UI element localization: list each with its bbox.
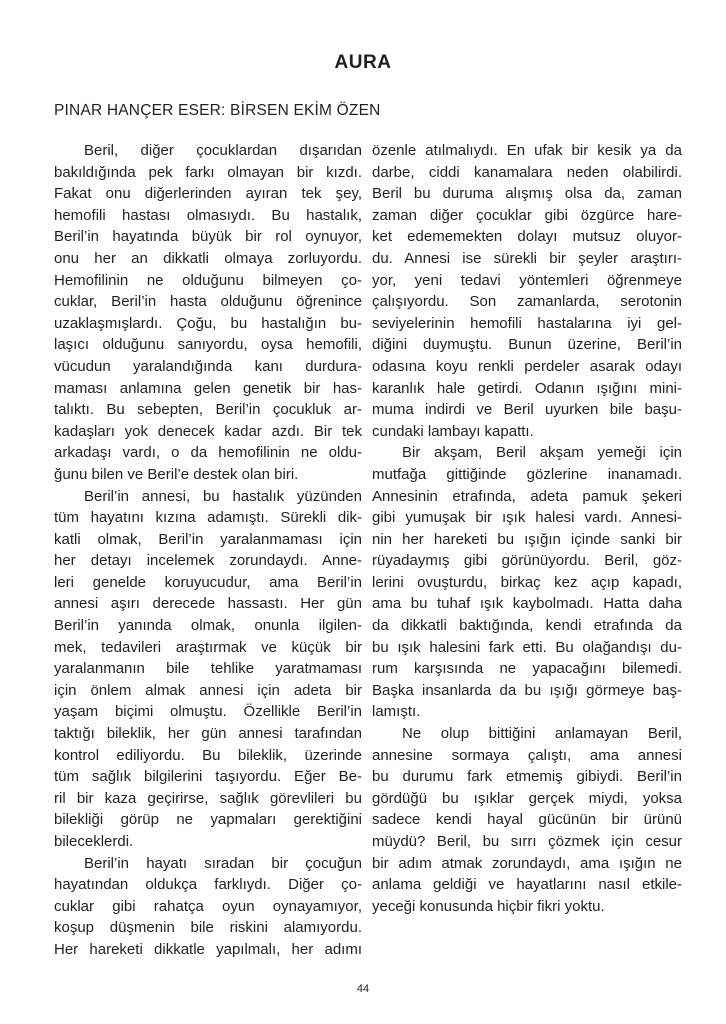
- text-line: annesine sormaya çalıştı, ama annesi: [372, 746, 682, 764]
- text-line: da dikkatli baktığında, kendi etrafında da: [372, 617, 682, 635]
- text-line: Beril bu duruma alışmış olsa da, zaman: [372, 185, 682, 203]
- text-line: arkadaşı vardı, o da hemofilinin ne oldu-: [54, 444, 362, 462]
- text-line: tüm hayatını kızına adamıştı. Sürekli dik-: [54, 509, 362, 527]
- text-line: bilekliği görüp ne yapmaları gerektiğini: [54, 811, 362, 829]
- text-line: anlama geldiği ve hayatlarını nasıl etkile-: [372, 876, 682, 894]
- text-line: Beril’in hayatında büyük bir rol oynuyor,: [54, 228, 362, 246]
- text-line: bu ışık halesini fark etti. Bu olağandışı du-: [372, 638, 682, 656]
- text-line: Hemofilinin ne olduğunu bilmeyen ço-: [54, 271, 362, 289]
- text-line: odasına koyu renkli perdeler asarak odayı: [372, 357, 682, 375]
- text-line: Beril, diğer çocuklardan dışarıdan: [84, 142, 362, 159]
- text-line: Bir akşam, Beril akşam yemeği için: [402, 444, 682, 462]
- text-line: Fakat onu diğerlerinden ayıran tek şey,: [54, 185, 362, 203]
- text-line: gibi yumuşak bir ışık halesi vardı. Annesi-: [372, 509, 682, 527]
- text-line: lamıştı.: [372, 703, 421, 721]
- text-line: Beril’in yanında olmak, onunla ilgilen-: [54, 617, 362, 635]
- text-line: Ne olup bittiğini anlamayan Beril,: [402, 725, 682, 743]
- text-line: karanlık hale getirdi. Odanın ışığını mini-: [372, 379, 682, 397]
- text-line: özenle atılmalıydı. En ufak bir kesik ya da: [372, 142, 682, 159]
- text-line: diğini duymuştu. Bunun üzerine, Beril’in: [372, 336, 682, 354]
- text-line: nin her hareketi bu ışığın içinde sanki bir: [372, 530, 682, 548]
- text-line: hemofili hastası olmasıydı. Bu hastalık,: [54, 206, 362, 224]
- text-line: tüm sağlık bilgilerini taşıyordu. Eğer Be-: [54, 768, 362, 786]
- page-number: 44: [356, 983, 370, 995]
- text-line: mutfağa gittiğinde gözlerine inanamadı.: [372, 465, 682, 483]
- text-line: zaman diğer çocuklar gibi özgürce hare-: [372, 206, 682, 224]
- text-line: bileceklerdi.: [54, 833, 134, 850]
- text-line: katli olmak, Beril’in yaralanmaması için: [54, 530, 362, 548]
- text-line: annesi aşırı derecede hassastı. Her gün: [54, 595, 362, 613]
- text-line: talıktı. Bu sebepten, Beril’in çocukluk ar-: [54, 401, 362, 419]
- text-line: koşup düşmenin bile riskini alamıyordu.: [54, 919, 362, 937]
- text-line: leri genelde koruyucudur, ama Beril’in: [54, 573, 362, 591]
- text-line: uzaklaşmışlardı. Çoğu, bu hastalığın bu-: [54, 314, 362, 332]
- text-line: hayatından oldukça farklıydı. Diğer ço-: [54, 876, 362, 894]
- text-line: lerini ovuşturdu, birkaç kez açıp kapadı,: [372, 573, 682, 591]
- text-line: ril bir kaza geçirirse, sağlık görevlileri bu: [54, 789, 362, 807]
- text-line: cuklar, Beril’in hasta olduğunu öğrenince: [54, 293, 362, 311]
- page-title: AURA: [334, 52, 392, 73]
- text-line: du. Annesi ise sürekli bir şeyler araştırı-: [372, 249, 682, 267]
- text-line: yeceği konusunda hiçbir fikri yoktu.: [372, 897, 605, 915]
- text-line: onu her an dikkatli olmaya zorluyordu.: [54, 249, 362, 267]
- text-line: laşıcı olduğunu sanıyordu, oysa hemofili,: [54, 336, 362, 354]
- left-column: [54, 140, 362, 961]
- text-line: yaşam biçimi olmuştu. Özellikle Beril’in: [54, 703, 362, 721]
- text-line: müydü? Beril, bu sırrı çözmek için cesur: [372, 833, 682, 850]
- text-line: ğunu bilen ve Beril’e destek olan biri.: [54, 465, 299, 483]
- text-line: cuklar gibi rahatça oyun oynayamıyor,: [54, 897, 362, 915]
- text-line: seviyelerinin hemofili hastalarına iyi gel-: [372, 314, 682, 332]
- text-line: yor, yeni tedavi yöntemleri öğrenmeye: [372, 271, 682, 289]
- text-line: için önlem almak annesi için adeta bir: [54, 681, 362, 699]
- text-line: yaralanmanın bile tehlike yaratmaması: [54, 660, 362, 678]
- text-line: Her hareketi dikkatle yapılmalı, her adımı: [54, 940, 362, 958]
- text-line: Beril’in annesi, bu hastalık yüzünden: [84, 487, 362, 505]
- text-line: maması anlamına gelen genetik bir has-: [54, 379, 362, 397]
- text-line: ket edememekten dolayı mutsuz oluyor-: [372, 228, 682, 246]
- text-line: muma indirdi ve Beril uyurken bile başu-: [372, 401, 682, 419]
- right-column: [372, 140, 682, 917]
- text-line: kontrol ediliyordu. Bu bileklik, üzerinde: [54, 746, 362, 764]
- author-line: PINAR HANÇER ESER: BİRSEN EKİM ÖZEN: [54, 102, 381, 119]
- text-line: bir adım atmak zorundaydı, ama ışığın ne: [372, 854, 682, 872]
- text-line: rüyadaymış gibi görünüyordu. Beril, göz-: [372, 552, 682, 570]
- text-line: vücudun yaralandığında kanı durdura-: [54, 357, 362, 375]
- text-line: çalışıyordu. Son zamanlarda, serotonin: [372, 293, 682, 311]
- text-line: kadaşları yok denecek kadar azdı. Bir tek: [54, 422, 362, 440]
- text-line: sadece kendi hayal gücünün bir ürünü: [372, 811, 682, 829]
- text-line: her detayı incelemek zorundaydı. Anne-: [54, 552, 362, 570]
- text-line: gördüğü bu ışıklar gerçek miydi, yoksa: [372, 789, 682, 807]
- text-line: bu durumu fark etmemiş gibiydi. Beril’in: [372, 768, 682, 786]
- text-line: mek, tedavileri araştırmak ve küçük bir: [54, 638, 362, 656]
- text-line: rum karşısında ne yapacağını bilemedi.: [372, 660, 682, 678]
- text-line: taktığı bileklik, her gün annesi tarafından: [54, 725, 362, 743]
- text-line: cundaki lambayı kapattı.: [372, 422, 534, 440]
- text-line: Beril’in hayatı sıradan bir çocuğun: [84, 854, 362, 872]
- text-line: Annesinin etrafında, adeta pamuk şekeri: [372, 487, 682, 505]
- text-line: darbe, ciddi kanamalara neden olabilirdi.: [372, 163, 682, 181]
- text-line: bakıldığında pek farkı olmayan bir kızdı.: [54, 163, 362, 181]
- text-line: Başka insanlarda da bu ışığı görmeye baş-: [372, 681, 682, 699]
- text-line: ama bu tuhaf ışık kaybolmadı. Hatta daha: [372, 595, 682, 613]
